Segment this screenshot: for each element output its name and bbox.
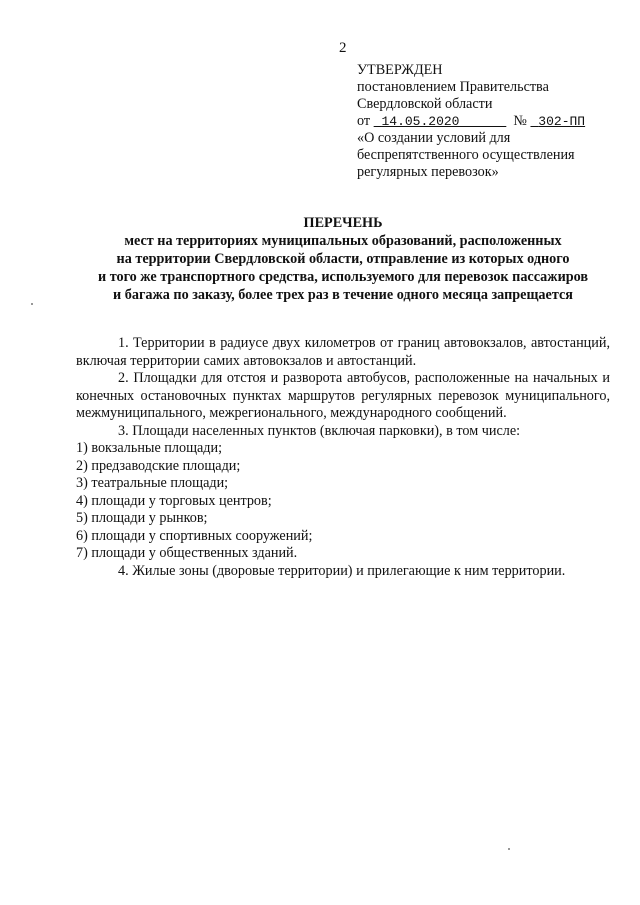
date-prefix: от [357,113,371,129]
list-item: 3. Площади населенных пунктов (включая парковки), в том числе: [118,422,521,439]
approval-date-line [357,113,585,130]
approval-title: УТВЕРЖДЕН [357,62,443,78]
scan-speck [31,303,33,305]
sub-item: 3) театральные площади; [76,475,229,491]
page-number: 2 [339,40,347,56]
approval-line: Свердловской области [357,96,493,112]
approval-date: 14.05.2020 [381,114,460,129]
approval-line: постановлением Правительства [357,79,549,95]
list-item: 4. Жилые зоны (дворовые территории) и прилегающие к ним территории. [118,562,566,579]
sub-item: 2) предзаводские площади; [76,457,241,474]
heading-line: на территории Свердловской области, отправление из которых одного [116,251,570,267]
heading-line: мест на территориях муниципальных образований, расположенных [124,233,562,249]
sub-item: 6) площади у спортивных сооружений; [76,527,313,544]
document-body [76,335,610,580]
approval-quote-line: беспрепятственного осуществления [357,147,575,163]
approval-number: 302-ПП [538,114,586,129]
heading-line: и багажа по заказу, более трех раз в течение одного месяца запрещается [113,287,573,303]
number-prefix: № [513,113,527,129]
approval-quote-line: регулярных перевозок» [357,164,499,180]
heading-line: и того же транспортного средства, используемого для перевозок пассажиров [97,269,589,285]
sub-item: 7) площади у общественных зданий. [76,545,298,561]
scan-speck [508,848,510,850]
list-item: 1. Территории в радиусе двух километров от границ автовокзалов, автостанций, включая территории самих автовокзалов и автостанций. [76,335,610,369]
sub-item: 4) площади у торговых центров; [76,492,272,509]
heading-title: ПЕРЕЧЕНЬ [303,215,383,231]
document-heading [70,214,616,304]
sub-item: 1) вокзальные площади; [76,440,223,456]
approval-quote-line: «О создании условий для [357,130,511,146]
approval-block [357,62,585,181]
list-item: 2. Площадки для отстоя и разворота автобусов, расположенные на начальных и конечных остановочных пунктах маршрутов регулярных перевозок муниципального, межмуниципального, межрегионального, международного сообщений. [76,370,610,421]
sub-item: 5) площади у рынков; [76,510,208,526]
